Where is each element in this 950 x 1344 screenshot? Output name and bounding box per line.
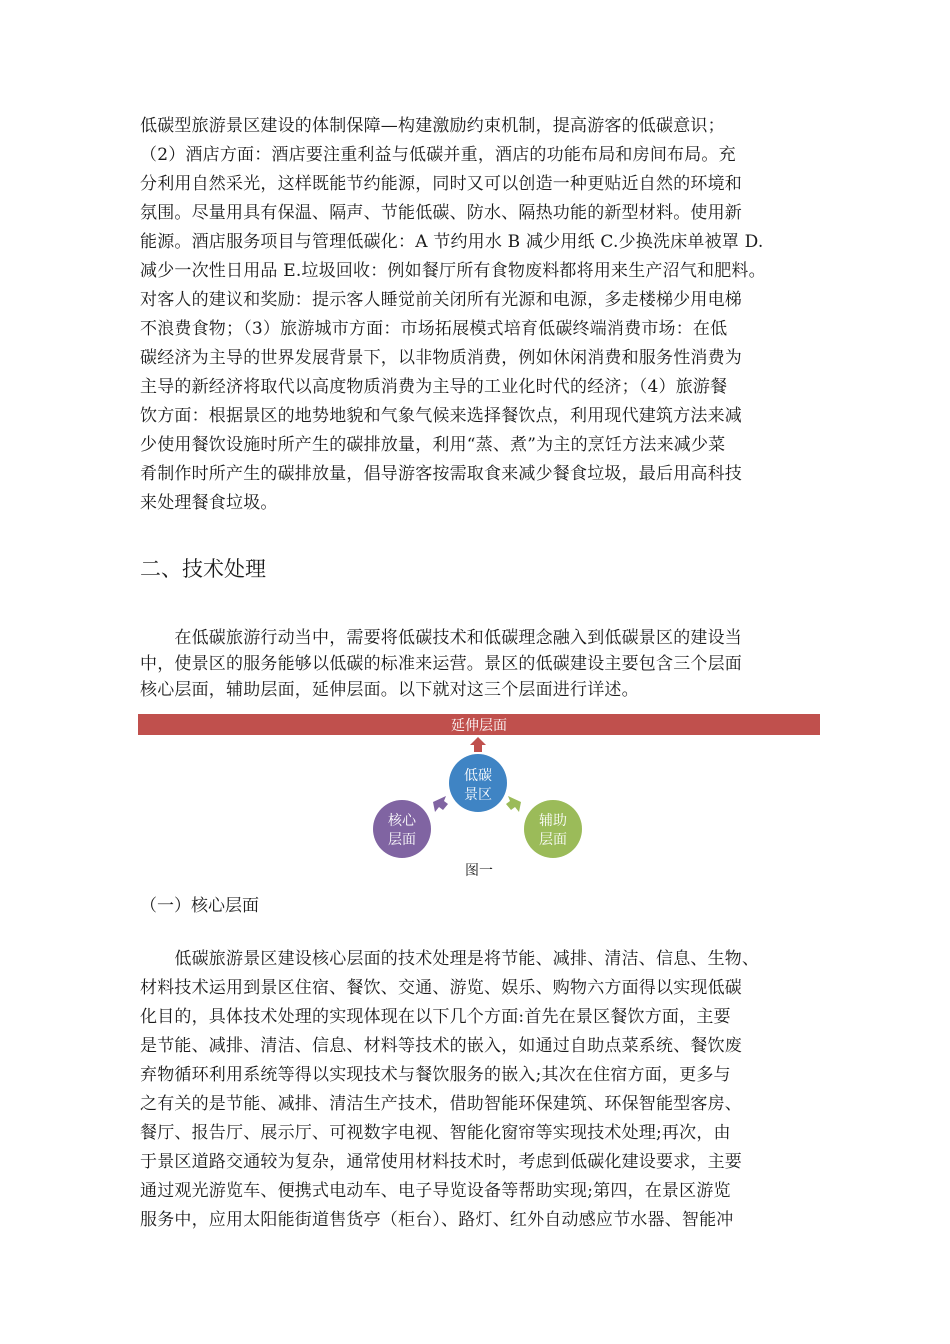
subheading-core-layer: （一）核心层面 — [140, 896, 259, 916]
core-line: 弃物循环利用系统等得以实现技术与餐饮服务的嵌入;其次在住宿方面，更多与 — [140, 1065, 731, 1085]
intro-line: 低碳型旅游景区建设的体制保障—构建激励约束机制，提高游客的低碳意识； — [140, 116, 725, 136]
core-layer-circle — [373, 800, 431, 858]
figure-caption: 图一 — [465, 863, 493, 879]
center-label-line2: 景区 — [464, 787, 492, 803]
intro-line: 能源。酒店服务项目与管理低碳化：A 节约用水 B 减少用纸 C.少换洗床单被罩 D. — [140, 232, 764, 252]
auxiliary-layer-circle — [524, 800, 582, 858]
core-line: 餐厅、报告厅、展示厅、可视数字电视、智能化窗帘等实现技术处理;再次，由 — [140, 1123, 731, 1143]
arrow-right-icon — [506, 796, 521, 812]
layer-diagram — [138, 712, 820, 884]
auxiliary-label-line1: 辅助 — [539, 813, 567, 829]
section-line: 中，使景区的服务能够以低碳的标准来运营。景区的低碳建设主要包含三个层面 — [140, 654, 742, 674]
intro-line: 分利用自然采光，这样既能节约能源，同时又可以创造一种更贴近自然的环境和 — [140, 174, 742, 194]
core-line: 是节能、减排、清洁、信息、材料等技术的嵌入，如通过自助点菜系统、餐饮废 — [140, 1036, 742, 1056]
core-line: 通过观光游览车、便携式电动车、电子导览设备等帮助实现;第四，在景区游览 — [140, 1181, 731, 1201]
arrow-up-icon — [470, 737, 486, 752]
intro-line: 不浪费食物；（3）旅游城市方面：市场拓展模式培育低碳终端消费市场：在低 — [140, 319, 728, 339]
core-line: 之有关的是节能、减排、清洁生产技术，借助智能环保建筑、环保智能型客房、 — [140, 1094, 742, 1114]
core-label-line2: 层面 — [388, 832, 416, 848]
intro-line: 氛围。尽量用具有保温、隔声、节能低碳、防水、隔热功能的新型材料。使用新 — [140, 203, 742, 223]
section-heading: 二、技术处理 — [140, 557, 266, 581]
intro-line: 减少一次性日用品 E.垃圾回收：例如餐厅所有食物废料都将用来生产沼气和肥料。 — [140, 261, 766, 281]
intro-line: 碳经济为主导的世界发展背景下，以非物质消费，例如休闲消费和服务性消费为 — [140, 348, 742, 368]
section-line: 核心层面，辅助层面，延伸层面。以下就对这三个层面进行详述。 — [140, 680, 639, 700]
intro-line: 对客人的建议和奖励：提示客人睡觉前关闭所有光源和电源，多走楼梯少用电梯 — [140, 290, 742, 310]
arrow-left-icon — [433, 796, 448, 812]
core-line: 低碳旅游景区建设核心层面的技术处理是将节能、减排、清洁、信息、生物、 — [140, 949, 760, 969]
intro-line: 饮方面：根据景区的地势地貌和气象气候来选择餐饮点，利用现代建筑方法来减 — [140, 406, 742, 426]
intro-line: 来处理餐食垃圾。 — [140, 493, 278, 513]
intro-line: （2）酒店方面：酒店要注重利益与低碳并重，酒店的功能布局和房间布局。充 — [140, 145, 736, 165]
core-line: 服务中，应用太阳能街道售货亭（柜台）、路灯、红外自动感应节水器、智能冲 — [140, 1210, 734, 1230]
intro-line: 少使用餐饮设施时所产生的碳排放量，利用“蒸、煮”为主的烹饪方法来减少菜 — [140, 435, 726, 455]
intro-line: 肴制作时所产生的碳排放量，倡导游客按需取食来减少餐食垃圾，最后用高科技 — [140, 464, 742, 484]
extension-layer-label: 延伸层面 — [451, 718, 507, 734]
core-line: 材料技术运用到景区住宿、餐饮、交通、游览、娱乐、购物六方面得以实现低碳 — [140, 978, 742, 998]
intro-line: 主导的新经济将取代以高度物质消费为主导的工业化时代的经济；（4）旅游餐 — [140, 377, 728, 397]
core-line: 化目的，具体技术处理的实现体现在以下几个方面:首先在景区餐饮方面，主要 — [140, 1007, 731, 1027]
diagram-svg — [138, 712, 820, 862]
section-line: 在低碳旅游行动当中，需要将低碳技术和低碳理念融入到低碳景区的建设当 — [140, 628, 742, 648]
core-label-line1: 核心 — [388, 813, 416, 829]
center-label-line1: 低碳 — [464, 768, 492, 784]
core-line: 于景区道路交通较为复杂，通常使用材料技术时，考虑到低碳化建设要求，主要 — [140, 1152, 742, 1172]
auxiliary-label-line2: 层面 — [539, 832, 567, 848]
